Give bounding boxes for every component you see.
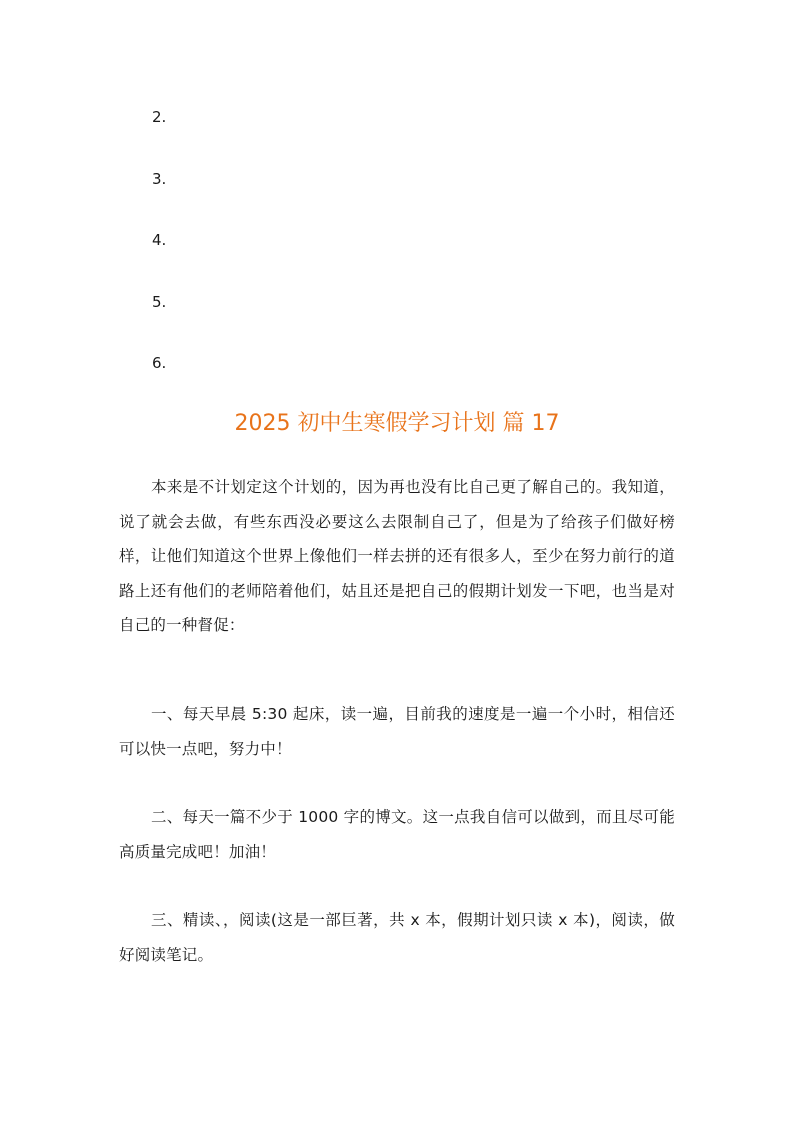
paragraph-intro: 本来是不计划定这个计划的，因为再也没有比自己更了解自己的。我知道，说了就会去做，有些东西没必要这么去限制自己了，但是为了给孩子们做好榜样，让他们知道这个世界上像他们一样去拼的还有很多人，至少在努力前行的道路上还有他们的老师陪着他们，姑且还是把自己的假期计划发一下吧，也当是对自己的一种督促： xyxy=(119,478,675,634)
list-item-number: 6. xyxy=(152,354,167,372)
list-item-number: 2. xyxy=(152,108,167,126)
paragraph-plan-three: 三、精读、，阅读(这是一部巨著，共 x 本，假期计划只读 x 本)，阅读，做好阅读笔记。 xyxy=(119,911,675,964)
list-item-number: 5. xyxy=(152,292,167,311)
paragraph-plan-two: 二、每天一篇不少于 1000 字的博文。这一点我自信可以做到，而且尽可能高质量完成吧！加油！ xyxy=(119,808,675,861)
list-item-number: 3. xyxy=(152,169,167,188)
paragraph-plan-one: 一、每天早晨 5:30 起床，读一遍，目前我的速度是一遍一个小时，相信还可以快一点吧，努力中！ xyxy=(119,705,675,758)
numbered-list xyxy=(152,104,166,412)
list-item-number: 4. xyxy=(152,231,167,249)
section-title: 2025 初中生寒假学习计划 篇 17 xyxy=(234,411,560,436)
